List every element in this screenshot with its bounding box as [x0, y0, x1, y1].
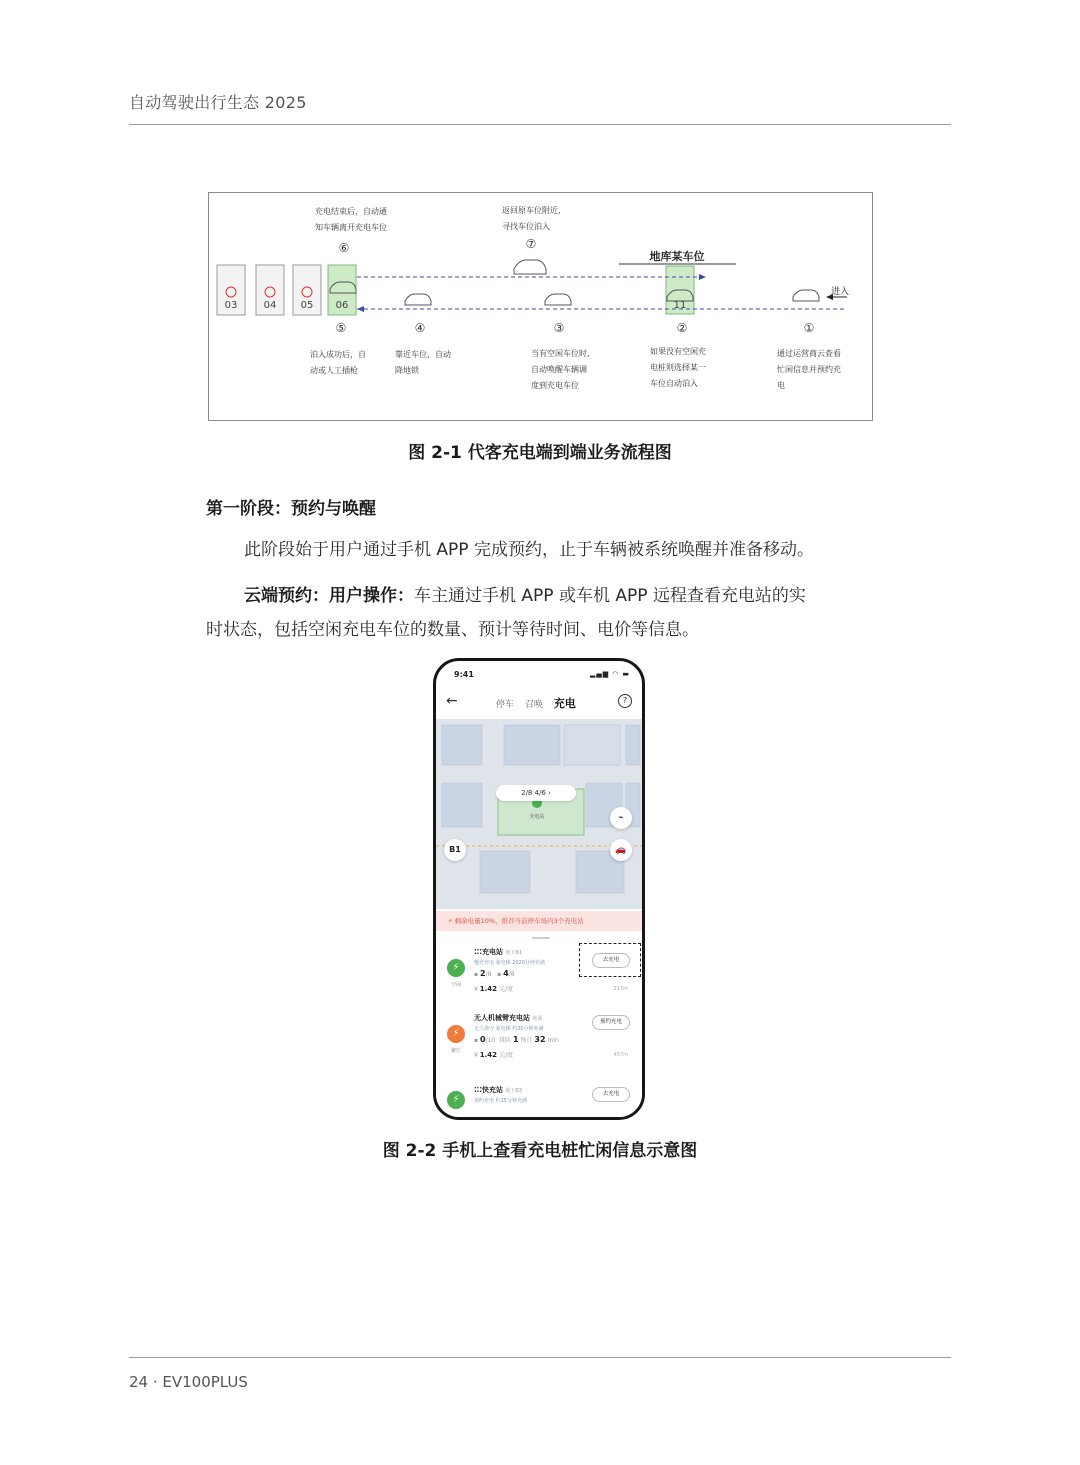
- tab-summon[interactable]: 召唤: [524, 700, 543, 710]
- running-header-title: 自动驾驶出行生态 2025: [129, 93, 307, 112]
- station-2-price: ¥ 1.42 元/度: [474, 1051, 513, 1059]
- paragraph-1: [206, 533, 881, 567]
- step-5-line1: 泊入成功后，自: [310, 350, 366, 359]
- step-7-line2: 寻找车位泊入: [502, 222, 550, 231]
- station-list-sheet: [436, 931, 642, 1120]
- charging-bolt-icon: ⚡: [447, 1091, 465, 1109]
- step-6-line2: 知车辆离开充电车位: [315, 223, 387, 232]
- status-time: 9:41: [454, 670, 474, 679]
- top-nav: [436, 689, 642, 719]
- station-1-name: ⁚⁚⁚充电站 地下B1: [474, 948, 523, 956]
- target-slot-num: 11: [673, 300, 687, 311]
- charging-bolt-icon: ⚡: [447, 1025, 465, 1043]
- tab-parking[interactable]: 停车: [496, 700, 515, 710]
- step-1-number: ①: [803, 321, 815, 335]
- step-7-number: ⑦: [525, 237, 537, 251]
- go-charge-button[interactable]: 去充电: [592, 1087, 630, 1102]
- car-step3-icon: [545, 294, 571, 305]
- charging-bolt-icon: ⚡: [447, 959, 465, 977]
- step-3-line2: 自动唤醒车辆调: [531, 365, 587, 374]
- station-3-tags: 预约充电 约15分钟充满: [474, 1098, 527, 1104]
- station-2-slots: ▪ 0/10 排队 1 预计 32 min: [474, 1035, 559, 1044]
- phone-mockup: [433, 658, 645, 1120]
- parking-map[interactable]: [436, 719, 642, 909]
- car-step4-icon: [405, 294, 431, 305]
- reserve-charge-button[interactable]: 预约充电: [592, 1015, 630, 1030]
- paragraph-2-lead: 云端预约：用户操作：: [244, 586, 414, 606]
- sheet-grab-handle[interactable]: [532, 937, 550, 939]
- step-2-line3: 车位自动泊入: [650, 379, 698, 388]
- go-charge-button[interactable]: 去充电: [592, 953, 630, 968]
- map-station-label: 充电站: [529, 814, 545, 820]
- step-1-line3: 电: [777, 381, 785, 390]
- station-1-price: ¥ 1.42 元/度: [474, 985, 513, 993]
- step-1-line2: 忙闲信息并预约充: [777, 365, 841, 374]
- step-1-line1: 通过运营商云查看: [777, 349, 841, 358]
- floor-b1-button[interactable]: B1: [444, 839, 466, 861]
- step-4-number: ④: [414, 321, 426, 335]
- step-6-number: ⑥: [338, 241, 350, 255]
- page-footer: 24 · EV100PLUS: [129, 1373, 248, 1391]
- step-4-line2: 降地锁: [395, 366, 419, 375]
- station-2-status: 繁忙: [450, 1048, 461, 1054]
- station-1-tags: 慢充充电 靠电梯 2020分钟充满: [474, 960, 545, 966]
- step-5-line2: 动或人工插枪: [310, 366, 358, 375]
- step-6-line1: 充电结束后，自动通: [315, 207, 387, 216]
- slot-06-label: 06: [335, 300, 349, 311]
- enter-label: 进入: [831, 287, 850, 297]
- paragraph-2-line1: 车主通过手机 APP 或车机 APP 远程查看充电站的实: [414, 586, 806, 606]
- station-card-1[interactable]: [436, 943, 642, 1011]
- station-2-tags: 无人值守 靠电梯 约30分钟充满: [474, 1026, 544, 1032]
- mode-tabs: [496, 695, 584, 711]
- car-entry-icon: [793, 290, 819, 301]
- map-slot-badge[interactable]: 2/8 4/6 ›: [496, 785, 576, 801]
- parking-slots: [217, 265, 356, 315]
- slot-03-label: 03: [224, 300, 238, 311]
- valet-charging-flow-diagram: [208, 192, 873, 421]
- low-battery-warning: ⚡ 剩余电量10%，推荐当前停车场内3个充电站: [436, 911, 642, 931]
- paragraph-2-line2: 时状态，包括空闲充电车位的数量、预计等待时间、电价等信息。: [206, 620, 699, 640]
- help-icon[interactable]: ?: [618, 694, 632, 708]
- tab-charging[interactable]: 充电: [553, 697, 576, 710]
- step-7-line1: 返回原车位附近,: [502, 206, 561, 215]
- figure-2-1-caption: 图 2-1 代客充电端到端业务流程图: [408, 443, 672, 463]
- paragraph-1-text: 此阶段始于用户通过手机 APP 完成预约，止于车辆被系统唤醒并准备移动。: [244, 540, 814, 560]
- signal-wifi-battery-icon: ▂▄▆ ◠ ▬: [589, 670, 630, 678]
- paragraph-2: [206, 579, 881, 647]
- step-4-line1: 靠近车位，自动: [395, 350, 451, 359]
- station-3-name: ⁚⁚⁚快充站 地下B3: [474, 1086, 523, 1094]
- step-2-line1: 如果没有空闲充: [650, 347, 706, 356]
- station-2-name: 无人机械臂充电站 地面: [474, 1014, 543, 1022]
- charging-filter-icon[interactable]: ⌁: [610, 807, 632, 829]
- station-1-slots: ▪ 2/8 ▪ 4/8: [474, 969, 515, 978]
- back-arrow-icon[interactable]: ←: [446, 693, 458, 709]
- slot-04-label: 04: [263, 300, 277, 311]
- car-step7-icon: [514, 260, 546, 274]
- footer-rule: [129, 1357, 951, 1358]
- status-bar: [436, 661, 642, 687]
- station-card-3[interactable]: [436, 1083, 642, 1119]
- station-1-distance: 217m: [613, 986, 628, 992]
- step-2-line2: 电桩则选择某一: [650, 363, 706, 372]
- step-3-number: ③: [553, 321, 565, 335]
- header-rule: [129, 124, 951, 125]
- step-3-line1: 当有空闲车位时,: [531, 349, 590, 358]
- station-2-distance: 457m: [613, 1052, 628, 1058]
- step-3-line3: 度到充电车位: [531, 381, 579, 390]
- car-locate-icon[interactable]: 🚗: [610, 839, 632, 861]
- station-1-status: 空闲: [450, 982, 461, 988]
- section-title: 第一阶段：预约与唤醒: [206, 499, 376, 519]
- slot-05-label: 05: [300, 300, 314, 311]
- step-5-number: ⑤: [335, 321, 347, 335]
- figure-2-2-caption: 图 2-2 手机上查看充电桩忙闲信息示意图: [382, 1141, 698, 1161]
- station-card-2[interactable]: [436, 1013, 642, 1079]
- step-2-number: ②: [676, 321, 688, 335]
- target-slot-title: 地库某车位: [649, 250, 705, 263]
